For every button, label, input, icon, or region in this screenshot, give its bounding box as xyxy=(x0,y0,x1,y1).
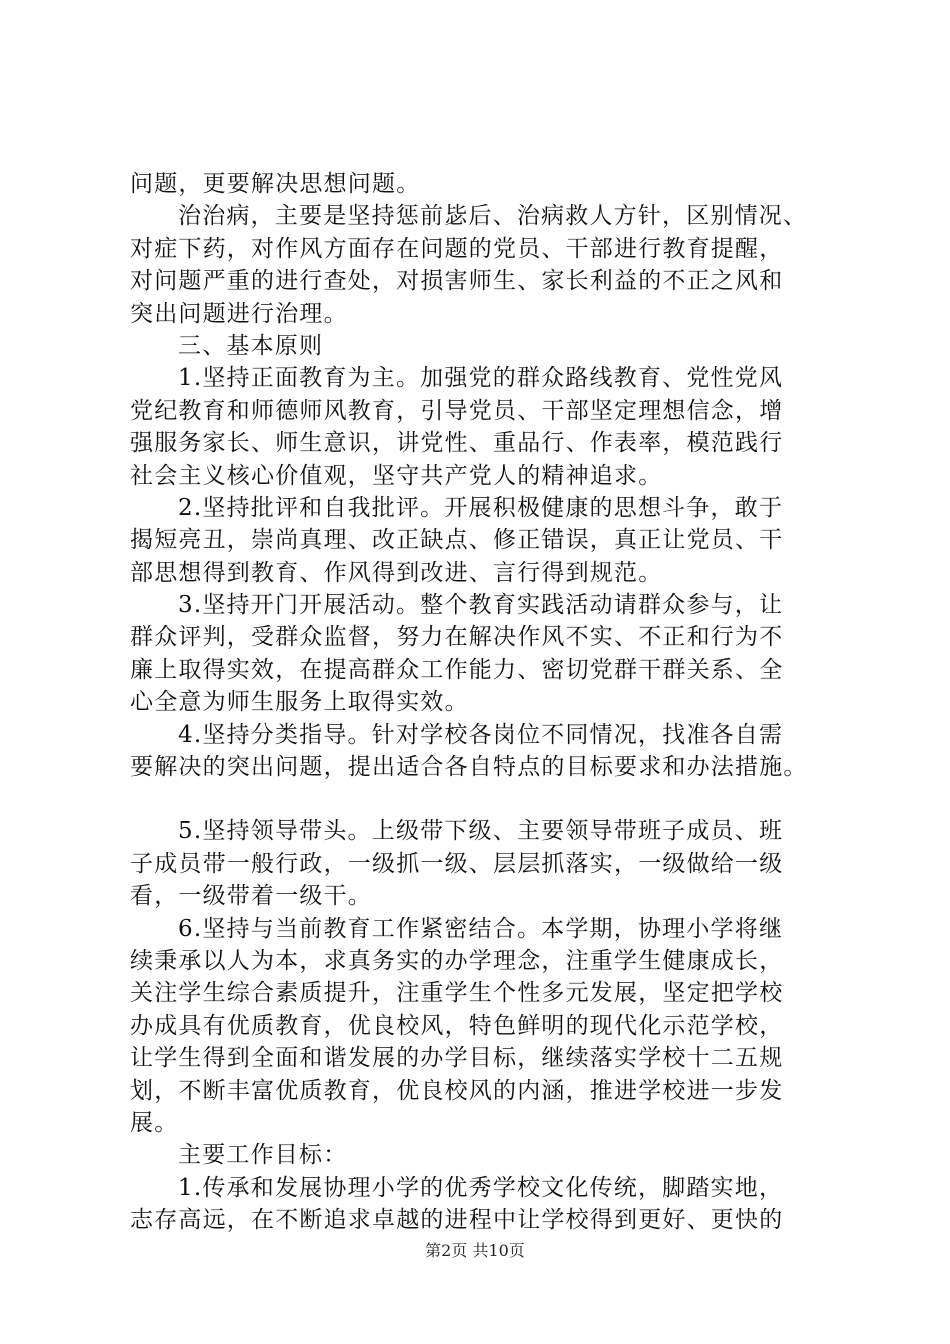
text-line: 看，一级带着一级干。 xyxy=(130,883,372,910)
paragraph-start: 4.坚持分类指导。针对学校各岗位不同情况，找准各自需 xyxy=(178,721,784,748)
paragraph-start: 1.坚持正面教育为主。加强党的群众路线教育、党性党风 xyxy=(178,365,784,392)
paragraph-start: 治治病，主要是坚持惩前毖后、治病救人方针，区别情况、 xyxy=(178,203,808,230)
text-line: 让学生得到全面和谐发展的办学目标，继续落实学校十二五规 xyxy=(130,1045,784,1072)
section-heading: 三、基本原则 xyxy=(178,332,324,359)
text-line: 廉上取得实效，在提高群众工作能力、密切党群干群关系、全 xyxy=(130,656,784,683)
paragraph-start: 6.坚持与当前教育工作紧密结合。本学期，协理小学将继 xyxy=(178,915,784,942)
section-heading: 主要工作目标： xyxy=(178,1142,348,1169)
text-line: 办成具有优质教育，优良校风，特色鲜明的现代化示范学校， xyxy=(130,1012,784,1039)
text-line: 社会主义核心价值观，坚守共产党人的精神追求。 xyxy=(130,462,663,489)
text-line: 关注学生综合素质提升，注重学生个性多元发展，坚定把学校 xyxy=(130,980,784,1007)
text-line: 群众评判，受群众监督，努力在解决作风不实、不正和行为不 xyxy=(130,624,784,651)
text-line: 突出问题进行治理。 xyxy=(130,300,348,327)
text-line: 部思想得到教育、作风得到改进、言行得到规范。 xyxy=(130,559,663,586)
text-line: 党纪教育和师德师风教育，引导党员、干部坚定理想信念，增 xyxy=(130,397,784,424)
text-line: 心全意为师生服务上取得实效。 xyxy=(130,689,469,716)
text-line: 问题，更要解决思想问题。 xyxy=(130,171,421,197)
paragraph-start: 3.坚持开门开展活动。整个教育实践活动请群众参与，让 xyxy=(178,592,784,619)
text-line: 展。 xyxy=(130,1109,179,1136)
text-line: 对症下药，对作风方面存在问题的党员、干部进行教育提醒， xyxy=(130,235,784,262)
text-line: 要解决的突出问题，提出适合各自特点的目标要求和办法措施。 xyxy=(130,754,808,781)
text-line: 子成员带一般行政，一级抓一级、层层抓落实，一级做给一级 xyxy=(130,850,784,877)
paragraph-start: 5.坚持领导带头。上级带下级、主要领导带班子成员、班 xyxy=(178,818,784,845)
text-line: 对问题严重的进行查处，对损害师生、家长利益的不正之风和 xyxy=(130,268,784,295)
text-line: 强服务家长、师生意识，讲党性、重品行、作表率，模范践行 xyxy=(130,430,784,457)
paragraph-start: 1.传承和发展协理小学的优秀学校文化传统，脚踏实地， xyxy=(178,1174,784,1201)
paragraph-start: 2.坚持批评和自我批评。开展积极健康的思想斗争，敢于 xyxy=(178,494,784,521)
text-line: 划，不断丰富优质教育，优良校风的内涵，推进学校进一步发 xyxy=(130,1077,784,1104)
text-line: 志存高远，在不断追求卓越的进程中让学校得到更好、更快的 xyxy=(130,1207,784,1234)
document-body xyxy=(130,168,830,1237)
text-line: 续秉承以人为本，求真务实的办学理念，注重学生健康成长， xyxy=(130,947,784,974)
page-number-footer: 第2页 共10页 xyxy=(425,1241,525,1260)
paragraph-gap xyxy=(130,783,830,815)
text-line: 揭短亮丑，崇尚真理、改正缺点、修正错误，真正让党员、干 xyxy=(130,527,784,554)
